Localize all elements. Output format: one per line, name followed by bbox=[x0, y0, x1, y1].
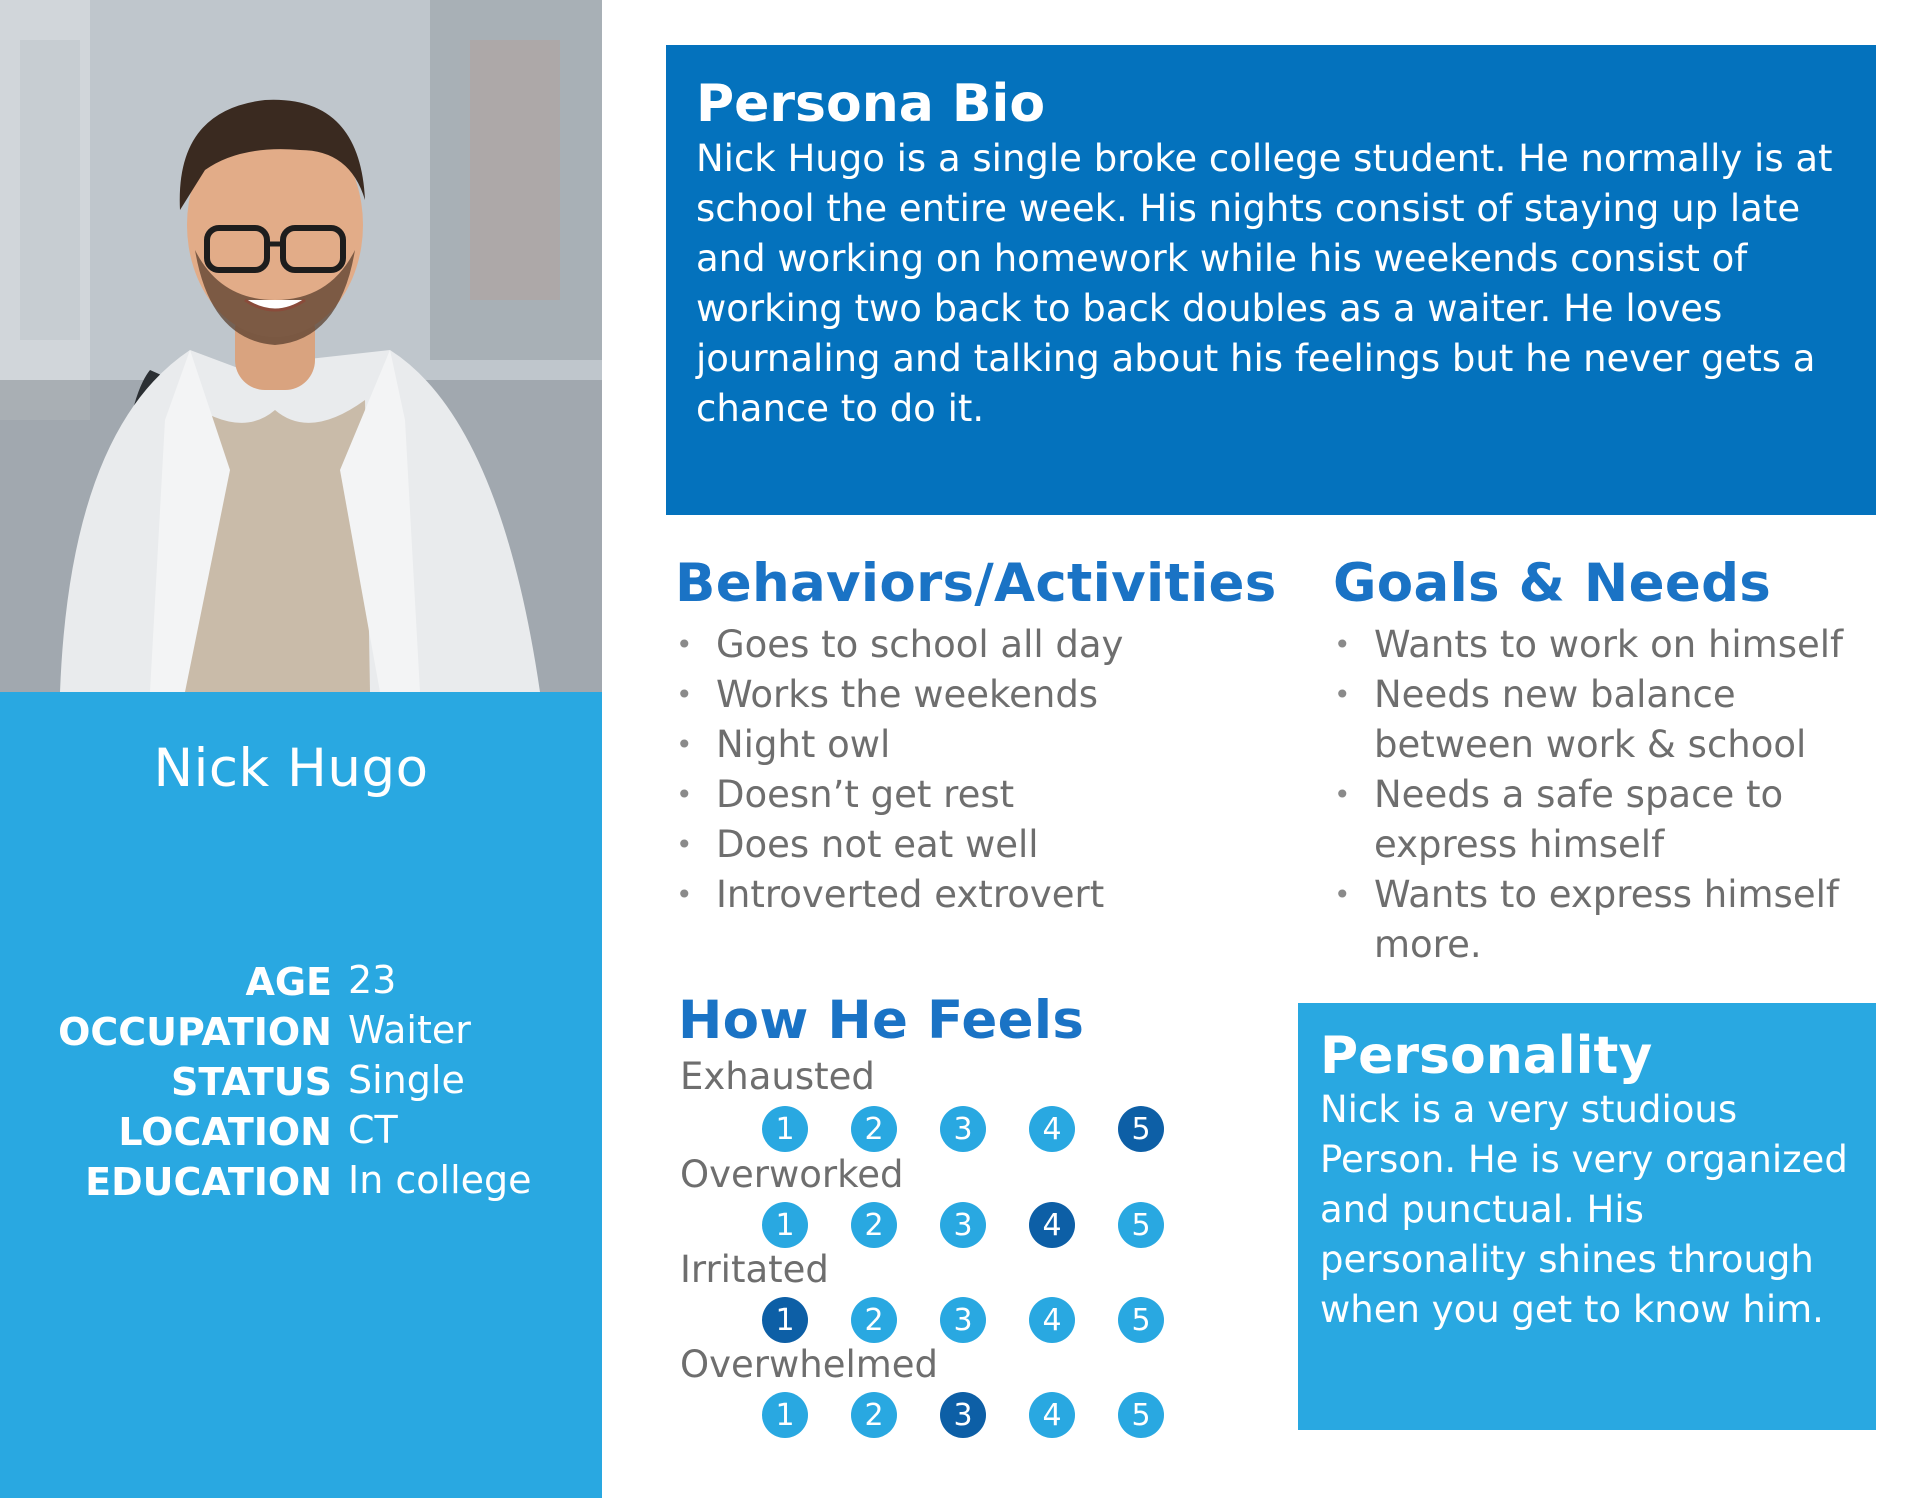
persona-details bbox=[0, 960, 602, 1210]
rating-circle-3: 3 bbox=[940, 1392, 986, 1438]
detail-row-age bbox=[0, 960, 602, 1010]
list-item bbox=[1330, 870, 1900, 970]
bullet-icon: • bbox=[676, 778, 693, 811]
rating-circle-3: 3 bbox=[940, 1202, 986, 1248]
detail-row-education bbox=[0, 1160, 602, 1210]
list-item-text: Goes to school all day bbox=[716, 623, 1124, 666]
rating-circle-5: 5 bbox=[1118, 1297, 1164, 1343]
detail-row-location bbox=[0, 1110, 602, 1160]
bullet-icon: • bbox=[1334, 678, 1351, 711]
detail-key: LOCATION bbox=[118, 1110, 332, 1154]
bio-title: Persona Bio bbox=[696, 74, 1046, 134]
persona-name: Nick Hugo bbox=[153, 738, 429, 799]
detail-row-status bbox=[0, 1060, 602, 1110]
rating-circle-5: 5 bbox=[1118, 1392, 1164, 1438]
list-item-text: Works the weekends bbox=[716, 673, 1099, 716]
bullet-icon: • bbox=[676, 728, 693, 761]
feeling-label-irritated: Irritated bbox=[680, 1248, 829, 1291]
personality-title: Personality bbox=[1320, 1026, 1653, 1086]
list-item bbox=[1330, 620, 1900, 670]
list-item bbox=[672, 770, 1292, 820]
list-item bbox=[672, 870, 1292, 920]
detail-key: AGE bbox=[245, 960, 332, 1004]
behaviors-title: Behaviors/Activities bbox=[675, 553, 1277, 614]
list-item bbox=[672, 670, 1292, 720]
bullet-icon: • bbox=[676, 678, 693, 711]
behaviors-list bbox=[672, 620, 1292, 920]
rating-circle-4: 4 bbox=[1029, 1297, 1075, 1343]
list-item bbox=[672, 620, 1292, 670]
rating-circle-3: 3 bbox=[940, 1297, 986, 1343]
bio-text: Nick Hugo is a single broke college student. He normally is at school the entire week. His nights consist of staying up late and working on homework while his weekends consist of working two back to back doubles as a waiter. He loves journaling and talking about his feelings but he never gets a chance to do it. bbox=[696, 137, 1833, 430]
personality-card bbox=[1298, 1003, 1876, 1430]
detail-key: OCCUPATION bbox=[58, 1010, 332, 1054]
list-item-text: Doesn’t get rest bbox=[716, 773, 1015, 816]
rating-circle-4: 4 bbox=[1029, 1202, 1075, 1248]
detail-value: 23 bbox=[348, 958, 397, 1002]
bullet-icon: • bbox=[1334, 878, 1351, 911]
detail-row-occupation bbox=[0, 1010, 602, 1060]
rating-circle-2: 2 bbox=[851, 1106, 897, 1152]
rating-circle-3: 3 bbox=[940, 1106, 986, 1152]
detail-value: CT bbox=[348, 1108, 398, 1152]
persona-bio-card bbox=[666, 45, 1876, 515]
rating-circle-2: 2 bbox=[851, 1297, 897, 1343]
feelings-title: How He Feels bbox=[678, 990, 1085, 1051]
bullet-icon: • bbox=[676, 878, 693, 911]
bullet-icon: • bbox=[676, 628, 693, 661]
goals-title: Goals & Needs bbox=[1333, 553, 1772, 614]
list-item bbox=[1330, 670, 1900, 770]
rating-circle-1: 1 bbox=[762, 1202, 808, 1248]
persona-photo-illustration bbox=[0, 0, 602, 692]
detail-key: STATUS bbox=[171, 1060, 332, 1104]
detail-key: EDUCATION bbox=[85, 1160, 332, 1204]
rating-circle-1: 1 bbox=[762, 1297, 808, 1343]
list-item-text: Night owl bbox=[716, 723, 891, 766]
bullet-icon: • bbox=[1334, 628, 1351, 661]
list-item-text: Introverted extrovert bbox=[716, 873, 1105, 916]
feeling-label-overwhelmed: Overwhelmed bbox=[680, 1343, 939, 1386]
rating-circle-4: 4 bbox=[1029, 1392, 1075, 1438]
list-item bbox=[672, 720, 1292, 770]
list-item bbox=[672, 820, 1292, 870]
rating-circle-1: 1 bbox=[762, 1392, 808, 1438]
list-item-text: Does not eat well bbox=[716, 823, 1039, 866]
list-item-text: Needs new balance between work & school bbox=[1374, 673, 1807, 766]
rating-circle-2: 2 bbox=[851, 1392, 897, 1438]
detail-value: In college bbox=[348, 1158, 532, 1202]
bullet-icon: • bbox=[676, 828, 693, 861]
list-item bbox=[1330, 770, 1900, 870]
personality-text: Nick is a very studious Person. He is very organized and punctual. His personality shines through when you get to know him. bbox=[1320, 1088, 1848, 1331]
detail-value: Single bbox=[348, 1058, 465, 1102]
bullet-icon: • bbox=[1334, 778, 1351, 811]
feeling-label-exhausted: Exhausted bbox=[680, 1055, 875, 1098]
rating-circle-2: 2 bbox=[851, 1202, 897, 1248]
persona-info-panel bbox=[0, 692, 602, 1498]
list-item-text: Needs a safe space to express himself bbox=[1374, 773, 1784, 866]
rating-circle-5: 5 bbox=[1118, 1106, 1164, 1152]
rating-circle-5: 5 bbox=[1118, 1202, 1164, 1248]
goals-list bbox=[1330, 620, 1900, 970]
list-item-text: Wants to express himself more. bbox=[1374, 873, 1839, 966]
rating-circle-4: 4 bbox=[1029, 1106, 1075, 1152]
list-item-text: Wants to work on himself bbox=[1374, 623, 1844, 666]
persona-photo bbox=[0, 0, 602, 692]
rating-circle-1: 1 bbox=[762, 1106, 808, 1152]
feeling-label-overworked: Overworked bbox=[680, 1153, 904, 1196]
detail-value: Waiter bbox=[348, 1008, 471, 1052]
